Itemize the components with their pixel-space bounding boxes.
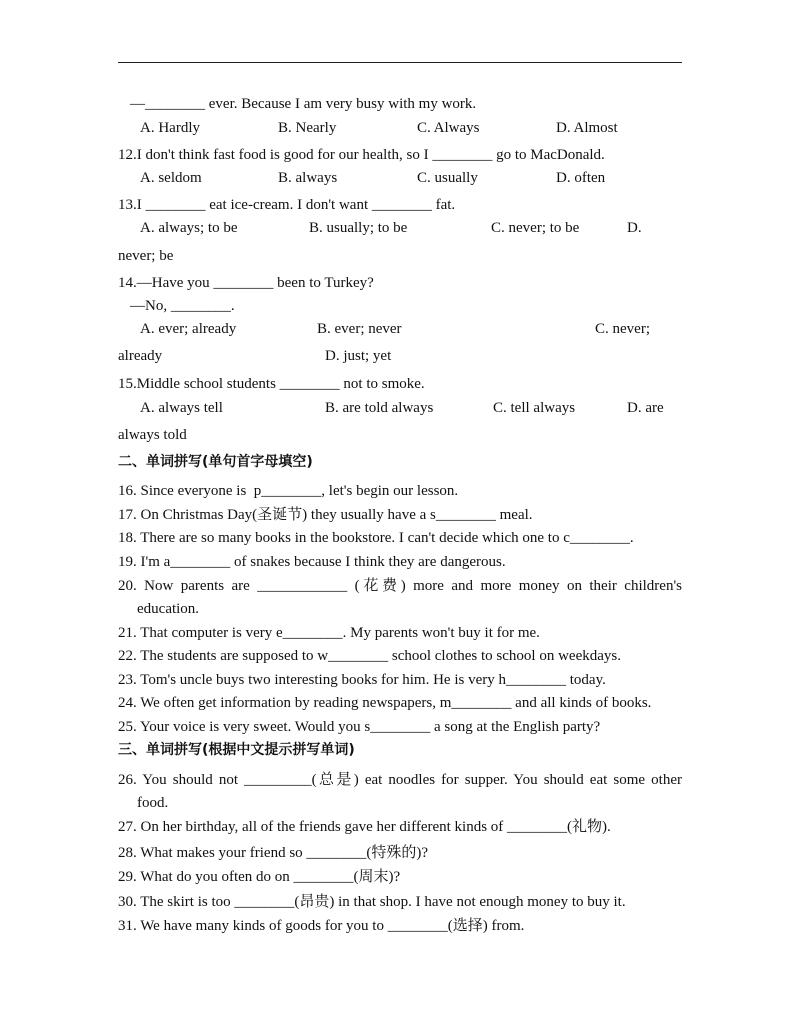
question-17: 17. On Christmas Day(圣诞节) they usually have a s________ meal.	[118, 507, 533, 523]
q15-line: 15.Middle school students ________ not to smoke.	[118, 376, 425, 392]
q14-option-c: C. never;	[595, 321, 650, 337]
q11-option-b: B. Nearly	[278, 120, 337, 136]
question-27: 27. On her birthday, all of the friends gave her different kinds of ________(礼物).	[118, 819, 611, 835]
q12-option-b: B. always	[278, 170, 338, 186]
q14-option-c-wrap: already	[118, 348, 163, 364]
q13-option-d: D.	[627, 220, 642, 236]
question-31: 31. We have many kinds of goods for you to ________(选择) from.	[118, 918, 525, 934]
q14-option-d: D. just; yet	[325, 348, 392, 364]
question-30: 30. The skirt is too ________(昂贵) in that shop. I have not enough money to buy it.	[118, 894, 626, 910]
q13-option-b: B. usually; to be	[309, 220, 408, 236]
q13-line: 13.I ________ eat ice-cream. I don't want ________ fat.	[118, 197, 456, 213]
q12-option-a: A. seldom	[140, 170, 202, 186]
q13-option-d-wrap: never; be	[118, 248, 174, 264]
q12-option-d: D. often	[556, 170, 606, 186]
q15-option-d-wrap: always told	[118, 427, 187, 443]
question-29: 29. What do you often do on ________(周末)?	[118, 869, 401, 885]
question-20-line2: education.	[137, 601, 200, 617]
q14-reply: —No, ________.	[130, 298, 235, 314]
header-rule	[118, 62, 682, 63]
question-24: 24. We often get information by reading newspapers, m________ and all kinds of books.	[118, 695, 652, 711]
q15-option-a: A. always tell	[140, 400, 223, 416]
q11-option-d: D. Almost	[556, 120, 618, 136]
question-23: 23. Tom's uncle buys two interesting books for him. He is very h________ today.	[118, 672, 606, 688]
q15-option-b: B. are told always	[325, 400, 434, 416]
question-18: 18. There are so many books in the bookstore. I can't decide which one to c________.	[118, 530, 634, 546]
q12-option-c: C. usually	[417, 170, 478, 186]
q14-option-a: A. ever; already	[140, 321, 237, 337]
q12-line: 12.I don't think fast food is good for our health, so I ________ go to MacDonald.	[118, 147, 605, 163]
question-26-line2: food.	[137, 795, 169, 811]
q11-option-c: C. Always	[417, 120, 480, 136]
question-28: 28. What makes your friend so ________(特殊的)?	[118, 845, 429, 861]
question-26-line1: 26. You should not _________(总是) eat noodles for supper. You should eat some other	[118, 772, 682, 788]
question-21: 21. That computer is very e________. My parents won't buy it for me.	[118, 625, 540, 641]
question-22: 22. The students are supposed to w________ school clothes to school on weekdays.	[118, 648, 621, 664]
section-2-heading: 二、单词拼写(单句首字母填空)	[118, 454, 313, 470]
q13-option-a: A. always; to be	[140, 220, 238, 236]
q15-option-c: C. tell always	[493, 400, 576, 416]
q11-line: —________ ever. Because I am very busy with my work.	[130, 96, 477, 112]
section-3-heading: 三、单词拼写(根据中文提示拼写单词)	[118, 742, 355, 758]
q13-option-c: C. never; to be	[491, 220, 580, 236]
q11-option-a: A. Hardly	[140, 120, 200, 136]
q14-line: 14.—Have you ________ been to Turkey?	[118, 275, 374, 291]
question-16: 16. Since everyone is p________, let's begin our lesson.	[118, 483, 459, 499]
question-19: 19. I'm a________ of snakes because I think they are dangerous.	[118, 554, 506, 570]
q15-option-d: D. are	[627, 400, 664, 416]
q14-option-b: B. ever; never	[317, 321, 402, 337]
question-20-line1: 20. Now parents are ____________ (花费) more and more money on their children's	[118, 578, 682, 594]
question-25: 25. Your voice is very sweet. Would you s________ a song at the English party?	[118, 719, 601, 735]
